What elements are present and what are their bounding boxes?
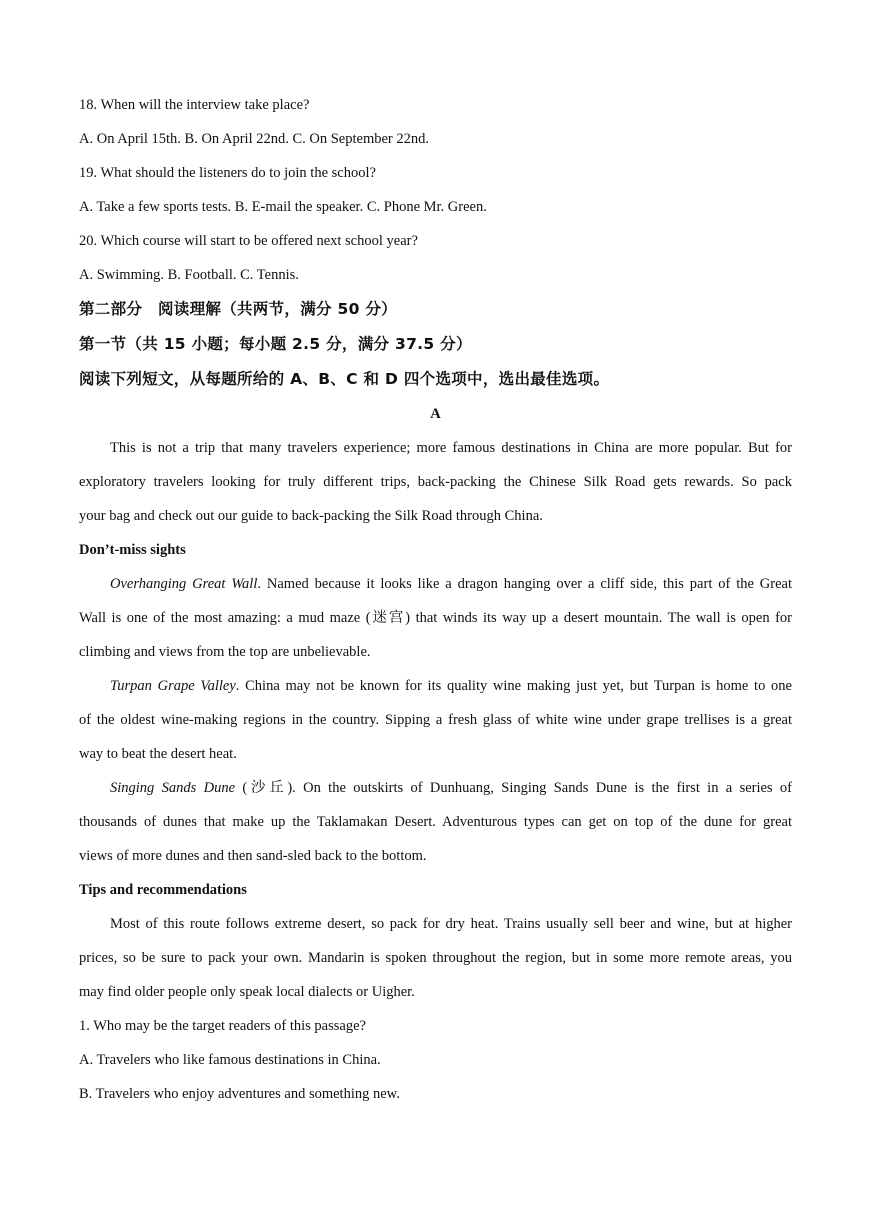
sight1-line-2: Wall is one of the most amazing: a mud maze (迷宫) that winds its way up a desert mountain. The wall is open for: [79, 610, 792, 626]
tips-line-1: Most of this route follows extreme desert, so pack for dry heat. Trains usually sell beer and wine, but at higher: [110, 916, 792, 932]
tips-line-3: may find older people only speak local dialects or Uigher.: [79, 984, 415, 1000]
sight2-line-1-text: . China may not be known for its quality wine making just yet, but Turpan is home to one: [235, 678, 792, 694]
sight2-name: Turpan Grape Valley: [110, 678, 236, 694]
listening-question-18: 18. When will the interview take place?: [79, 97, 310, 113]
listening-options-18: A. On April 15th. B. On April 22nd. C. On September 22nd.: [79, 131, 430, 147]
sight2-line-2: of the oldest wine-making regions in the country. Sipping a fresh glass of white wine under grape trellises is a great: [79, 712, 792, 728]
listening-options-19: A. Take a few sports tests. B. E-mail the speaker. C. Phone Mr. Green.: [79, 199, 487, 215]
passage-label: A: [430, 406, 441, 422]
part-title: 第二部分 阅读理解（共两节，满分 50 分）: [79, 300, 397, 318]
heading-dont-miss-sights: Don’t-miss sights: [79, 542, 186, 558]
sight1-line-1-text: . Named because it looks like a dragon hanging over a cliff side, this part of the Great: [257, 576, 792, 592]
sight1-line-3: climbing and views from the top are unbelievable.: [79, 644, 371, 660]
sight3-line-1: [79, 771, 792, 805]
intro-line-1: This is not a trip that many travelers experience; more famous destinations in China are more popular. But for: [110, 440, 792, 456]
sight3-line-3: views of more dunes and then sand-sled back to the bottom.: [79, 848, 427, 864]
intro-line-2: exploratory travelers looking for truly different trips, back-packing the Chinese Silk Road gets rewards. So pack: [79, 474, 792, 490]
sight2-line-1: [79, 669, 792, 703]
listening-question-19: 19. What should the listeners do to join the school?: [79, 165, 376, 181]
sight3-line-1-text: (沙丘). On the outskirts of Dunhuang, Singing Sands Dune is the first in a series of: [235, 780, 792, 796]
sight1-line-1: [79, 567, 792, 601]
section-title: 第一节（共 15 小题；每小题 2.5 分，满分 37.5 分）: [79, 335, 472, 353]
reading-question-1: 1. Who may be the target readers of this passage?: [79, 1018, 366, 1034]
sight2-line-3: way to beat the desert heat.: [79, 746, 237, 762]
reading-option-1a: A. Travelers who like famous destinations in China.: [79, 1052, 381, 1068]
document-page: [79, 88, 792, 1111]
listening-options-20: A. Swimming. B. Football. C. Tennis.: [79, 267, 299, 283]
sight3-name: Singing Sands Dune: [110, 780, 236, 796]
intro-line-3: your bag and check out our guide to back-packing the Silk Road through China.: [79, 508, 543, 524]
listening-question-20: 20. Which course will start to be offered next school year?: [79, 233, 418, 249]
instruction: 阅读下列短文，从每题所给的 A、B、C 和 D 四个选项中，选出最佳选项。: [79, 370, 610, 388]
tips-line-2: prices, so be sure to pack your own. Mandarin is spoken throughout the region, but in some more remote areas, you: [79, 950, 792, 966]
sight3-line-2: thousands of dunes that make up the Taklamakan Desert. Adventurous types can get on top of the dune for great: [79, 814, 792, 830]
heading-tips: Tips and recommendations: [79, 882, 247, 898]
sight1-name: Overhanging Great Wall: [110, 576, 258, 592]
reading-option-1b: B. Travelers who enjoy adventures and something new.: [79, 1086, 400, 1102]
